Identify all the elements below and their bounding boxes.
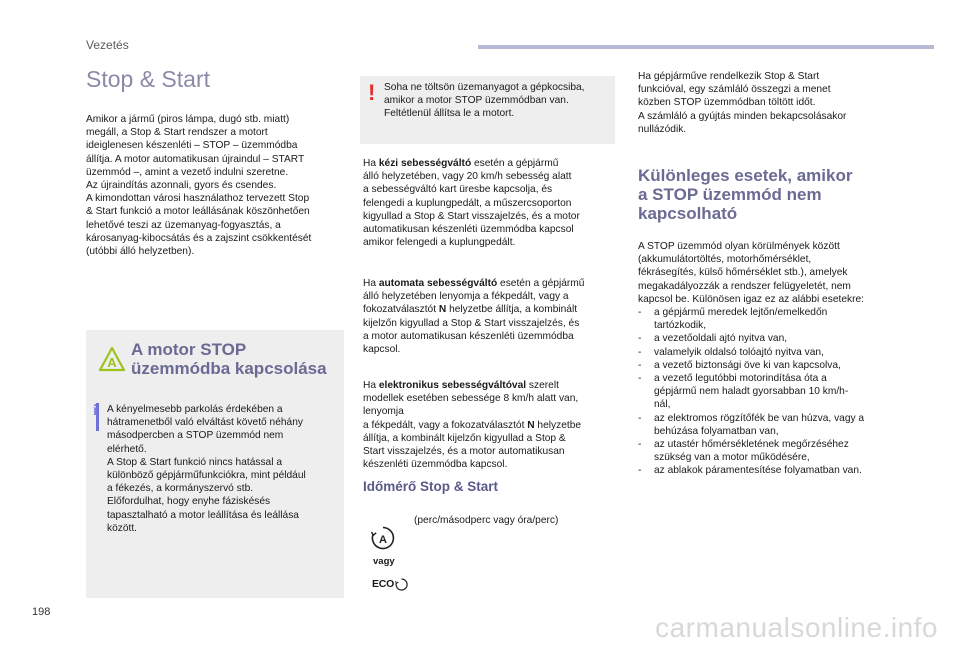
special-cases-list [638,306,888,478]
eco-label: ECO [372,578,395,590]
list-item: - az elektromos rögzítőfék be van húzva, vagy a behúzása folyamatban van, [638,412,888,438]
header-divider [478,45,934,49]
watermark: carmanualsonline.info [655,612,938,643]
manual-gearbox-paragraph: Ha kézi sebességváltó esetén a gépjármű álló helyzetében, vagy 20 km/h sebesség alatt a sebességváltó kart üresbe kapcsolja, és felengedi a kuplungpedált, a műszercsoporton kigyullad a Stop & Start visszajelzés, és a motor automatikusan készenléti üzemmódba kapcsol amikor felengedi a kuplungpedált. [363,158,580,249]
stop-mode-heading: A motor STOP üzemmódba kapcsolása [131,340,327,378]
svg-text:A: A [107,355,117,370]
warning-text: Soha ne töltsön üzemanyagot a gépkocsiba, amikor a motor STOP üzemmódban van. Feltétlenül állítsa le a motort. [384,82,585,120]
stop-start-a-icon [98,346,126,372]
page-title: Stop & Start [86,66,211,92]
special-cases-intro: A STOP üzemmód olyan körülmények között (akkumulátortöltés, motorhőmérséklet, fékrásegítés, külső hőmérséklet stb.), amelyek megakadályozzák a rendszer felügyeletét, nem kapcsol be. Különösen igaz ez az alábbi esetekre: [638,241,864,305]
list-item: - valamelyik oldalsó tolóajtó nyitva van, [638,346,888,359]
list-item: - a vezetőoldali ajtó nyitva van, [638,332,888,345]
section-label: Vezetés [86,38,129,52]
warning-icon: ! [368,80,376,105]
timer-format: (perc/másodperc vagy óra/perc) [414,515,559,526]
list-item: - az ablakok páramentesítése folyamatban van. [638,464,888,477]
stop-mode-info: A kényelmesebb parkolás érdekében a hátramenetből való elváltást követő néhány másodpercben a STOP üzemmód nem elérhető. A Stop & Start funkció nincs hatással a különböző gépjárműfunkciókra, mint például a fékezés, a kormányszervó stb. Előfordulhat, hogy enyhe fáziskésés tapasztalható a motor leállítása és leállása között. [107,404,306,534]
list-item: - a gépjármű meredek lejtőn/emelkedőn tartózkodik, [638,306,888,332]
info-icon: i [93,402,98,419]
eco-icon [395,578,408,591]
svg-text:A: A [379,534,387,546]
intro-paragraph: Amikor a jármű (piros lámpa, dugó stb. miatt) megáll, a Stop & Start rendszer a motort ideiglenesen készenléti – STOP – üzemmódba állítja. A motor automatikusan újraindul – START üzemmód –, amint a vezető indulni szeretne. Az újraindítás azonnali, gyors és csendes. A kimondottan városi használathoz tervezett Stop & Start funkció a motor leállásának köszönhetően lehetővé teszi az üzemanyag-fogyasztás, a károsanyag-kibocsátás és a zajszint csökkentését (utóbbi álló helyzetben). [86,114,312,258]
auto-gearbox-paragraph: Ha automata sebességváltó esetén a gépjármű álló helyzetében lenyomja a fékpedált, vagy a fokozatválasztót N helyzetbe állítja, a kombinált kijelzőn kigyullad a Stop & Start visszajelzés, és a motor automatikusan készenléti üzemmódba kapcsol. [363,278,585,356]
special-cases-heading: Különleges esetek, amikor a STOP üzemmód nem kapcsolható [638,166,853,223]
list-item: - a vezető biztonsági öve ki van kapcsolva, [638,359,888,372]
page-number: 198 [32,606,51,618]
electronic-gearbox-paragraph: Ha elektronikus sebességváltóval szerelt modellek esetében sebessége 8 km/h alatt van, lenyomja a fékpedált, vagy a fokozatválasztót N helyzetbe állítja, a kombinált kijelzőn kigyullad a Stop & Start visszajelzés, és a motor automatikusan készenléti üzemmódba kapcsol. [363,380,582,471]
list-item: - az utastér hőmérsékletének megőrzéséhez szükség van a motor működésére, [638,438,888,464]
list-item: - a vezető legutóbbi motorindítása óta a gépjármű nem haladt gyorsabban 10 km/h- nál, [638,372,888,412]
timer-a-icon [370,525,396,551]
counter-paragraph: Ha gépjárműve rendelkezik Stop & Start funkcióval, egy számláló összegzi a menet közben STOP üzemmódban töltött időt. A számláló a gyújtás minden bekapcsolásakor nullázódik. [638,71,847,135]
timer-heading: Időmérő Stop & Start [363,479,499,494]
or-label: vagy [373,556,395,567]
